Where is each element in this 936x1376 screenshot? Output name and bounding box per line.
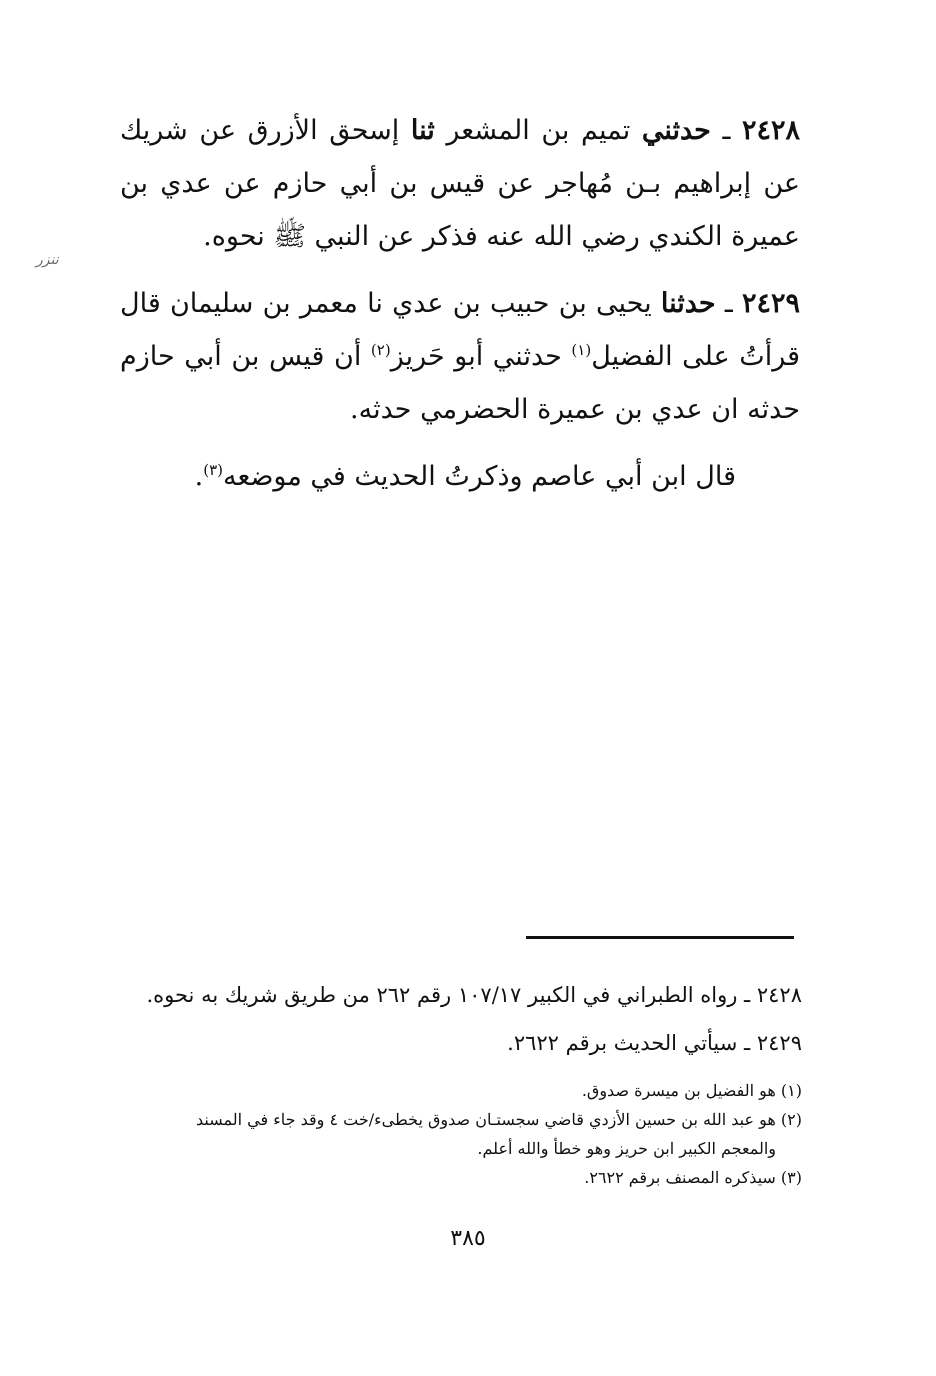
page-number: ٣٨٥ xyxy=(450,1226,486,1251)
main-text xyxy=(120,104,800,503)
footnote-separator xyxy=(526,936,794,939)
hadith-text: حدثني أبو حَريز xyxy=(390,341,572,372)
footnotes xyxy=(120,980,802,1192)
margin-note-text: ﻧﻨﺰﺭ xyxy=(36,252,59,268)
hadith-text: إسحق الأزرق عن شريك عن إبراهيم بـن مُهاجر عن قيس بن أبي حازم عن عدي بن عميرة الكندي رضي الله عنه فذكر عن النبي ﷺ نحوه. xyxy=(120,115,800,252)
footnote-note-3: (٣) سيذكره المصنف برقم ٢٦٢٢. xyxy=(584,1168,802,1187)
footnote-2428: ٢٤٢٨ ـ رواه الطبراني في الكبير ١٠٧/١٧ رقم ٢٦٢ من طريق شريك به نحوه. xyxy=(146,983,802,1007)
hadith-number: ٢٤٢٨ xyxy=(742,115,801,146)
hadith-text: يحيى بن حبيب بن عدي نا معمر بن سليمان قال قرأتُ على الفضيل xyxy=(120,288,800,372)
footnote-ref-1: (١) xyxy=(571,341,592,359)
margin-handwritten-note xyxy=(36,252,92,302)
footnote-2429: ٢٤٢٩ ـ سيأتي الحديث برقم ٢٦٢٢. xyxy=(507,1031,802,1055)
footnote-note-2-continued: والمعجم الكبير ابن حريز وهو خطأ والله أعلم. xyxy=(477,1139,776,1158)
closing-text: قال ابن أبي عاصم وذكرتُ الحديث في موضعه xyxy=(223,461,736,492)
hadith-2429: ٢٤٢٩ ـ حدثنا يحيى بن حبيب بن عدي نا معمر بن سليمان قال قرأتُ على الفضيل$^{(١)}$ حدثني أبو حَريز$^{(٢)}$ أن قيس بن أبي حازم حدثه ان عدي بن عميرة الحضرمي حدثه. xyxy=(120,288,800,425)
hadith-lead-word: حدثنا xyxy=(660,288,716,319)
hadith-text: تميم بن المشعر xyxy=(434,115,642,146)
footnote-note-2: (٢) هو عبد الله بن حسين الأزدي قاضي سجستـان صدوق يخطىء/خت ٤ وقد جاء في المسند xyxy=(196,1110,802,1129)
closing-statement xyxy=(120,450,800,503)
hadith-bold-word: ثنا xyxy=(410,115,435,146)
footnote-note-1: (١) هو الفضيل بن ميسرة صدوق. xyxy=(581,1081,802,1100)
footnote-ref-3: (٣) xyxy=(203,461,223,479)
footnote-ref-2: (٢) xyxy=(370,341,391,359)
hadith-lead-word: حدثني xyxy=(641,115,711,146)
hadith-2428: ٢٤٢٨ ـ حدثني تميم بن المشعر ثنا إسحق الأزرق عن شريك عن إبراهيم بـن مُهاجر عن قيس بن أبي حازم عن عدي بن عميرة الكندي رضي الله عنه فذكر عن النبي ﷺ نحوه. xyxy=(120,115,801,252)
hadith-number: ٢٤٢٩ xyxy=(741,288,800,319)
hadith-text: أن قيس بن أبي حازم حدثه ان عدي بن عميرة الحضرمي حدثه. xyxy=(120,341,800,425)
closing-period: . xyxy=(194,461,204,492)
